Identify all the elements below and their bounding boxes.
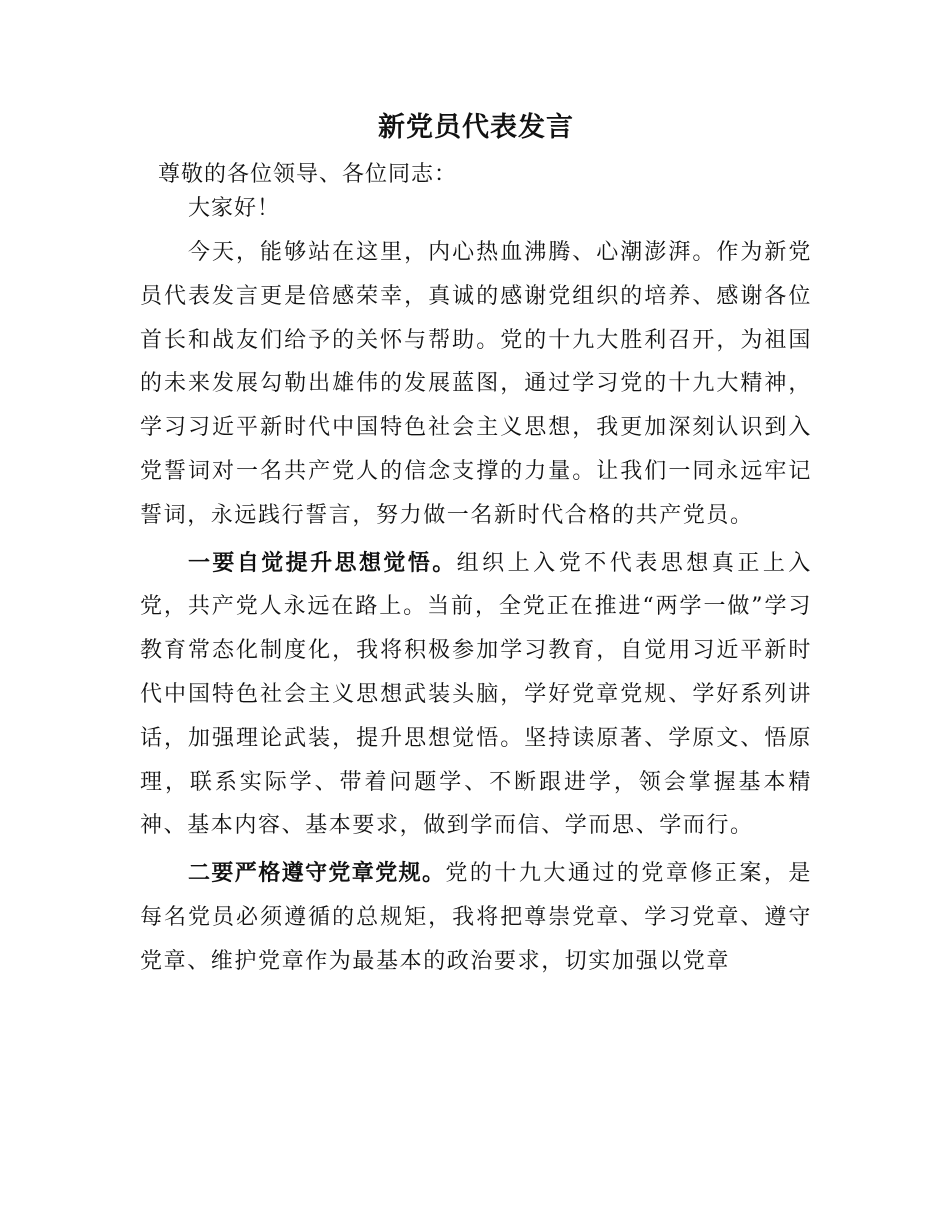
salutation: 尊敬的各位领导、各位同志： bbox=[158, 162, 458, 187]
paragraph-body: 组织上入党不代表思想真正上入党，共产党人永远在路上。当前，全党正在推进“两学一做”学习教育常态化制度化，我将积极参加学习教育，自觉用习近平新时代中国特色社会主义思想武装头脑，学好党章党规、学好系列讲话，加强理论武装，提升思想觉悟。坚持读原著、学原文、悟原理，联系实际学、带着问题学、不断跟进学，领会掌握基本精神、基本内容、基本要求，做到学而信、学而思、学而行。 bbox=[140, 550, 812, 839]
paragraph-opening bbox=[140, 231, 812, 538]
paragraph-thought bbox=[140, 542, 812, 849]
document-page bbox=[140, 108, 812, 984]
paragraph-heading: 一要自觉提升思想觉悟。 bbox=[188, 550, 457, 576]
paragraph-heading: 二要严格遵守党章党规。 bbox=[188, 861, 446, 887]
paragraph-body: 今天，能够站在这里，内心热血沸腾、心潮澎湃。作为新党员代表发言更是倍感荣幸，真诚的感谢党组织的培养、感谢各位首长和战友们给予的关怀与帮助。党的十九大胜利召开，为祖国的未来发展勾勒出雄伟的发展蓝图，通过学习党的十九大精神，学习习近平新时代中国特色社会主义思想，我更加深刻认识到入党誓词对一名共产党人的信念支撑的力量。让我们一同永远牢记誓词，永远践行誓言，努力做一名新时代合格的共产党员。 bbox=[140, 240, 812, 528]
document-title: 新党员代表发言 bbox=[378, 112, 574, 143]
paragraph-party-rules bbox=[140, 852, 812, 983]
paragraph-body: 党的十九大通过的党章修正案，是每名党员必须遵循的总规矩，我将把尊崇党章、学习党章、遵守党章、维护党章作为最基本的政治要求，切实加强以党章 bbox=[140, 861, 812, 974]
greeting: 大家好！ bbox=[188, 196, 281, 221]
